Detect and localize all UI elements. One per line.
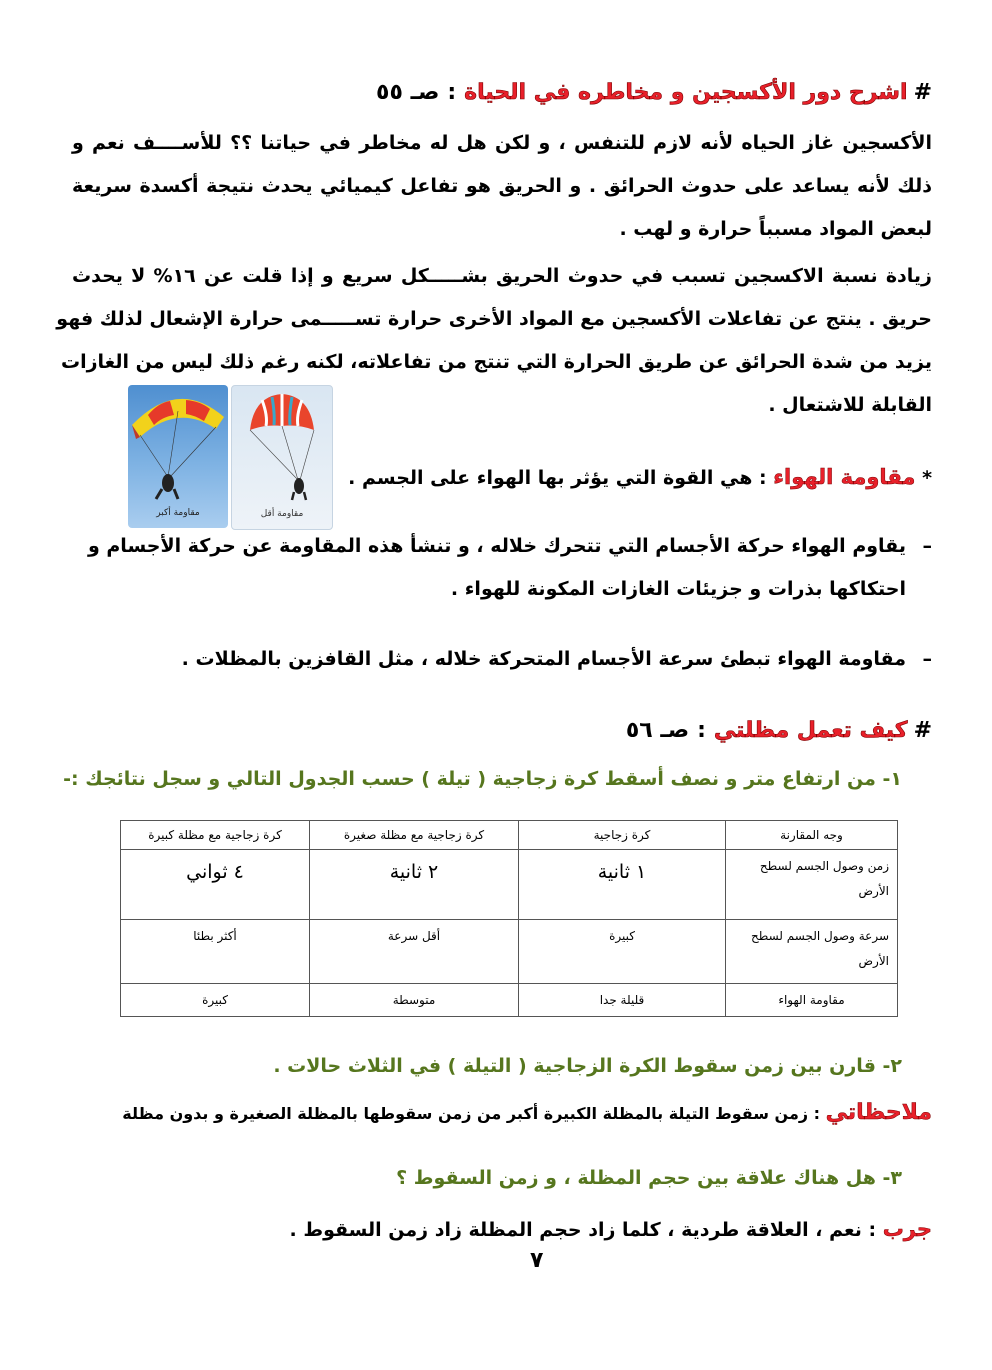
question-3: ٣- هل هناك علاقة بين حجم المظلة ، و زمن السقوط ؟ xyxy=(396,1167,902,1189)
section2-heading: #كيف تعمل مظلتي:صـ ٥٦ xyxy=(625,718,932,743)
photo-caption: مقاومة أكبر xyxy=(156,508,200,518)
table-cell: كبيرة xyxy=(121,984,310,1017)
table-header-row xyxy=(121,821,898,850)
table-header-cell: كرة زجاجية xyxy=(519,821,726,850)
table-cell: كبيرة xyxy=(519,920,726,984)
table-cell: سرعة وصول الجسم لسطح الأرض xyxy=(726,920,898,984)
section1-title: اشرح دور الأكسجين و مخاطره في الحياة xyxy=(464,80,908,105)
air-resistance-term: مقاومة الهواء xyxy=(773,465,916,489)
point-line: يقاوم الهواء حركة الأجسام التي تتحرك خلاله ، و تنشأ هذه المقاومة عن حركة الأجسام و xyxy=(87,535,906,557)
table-cell: زمن وصول الجسم لسطح الأرض xyxy=(726,850,898,920)
parachute-photos xyxy=(128,385,342,530)
table-row xyxy=(121,850,898,920)
small-parachute-illustration xyxy=(232,386,332,529)
large-parachute-illustration xyxy=(128,385,228,528)
photo-caption: مقاومة أقل xyxy=(260,509,304,519)
observation-text: : زمن سقوط التيلة بالمظلة الكبيرة أكبر من زمن سقوطها بالمظلة الصغيرة و بدون مظلة xyxy=(122,1104,821,1123)
air-resistance-point-1: – يقاوم الهواء حركة الأجسام التي تتحرك خلاله ، و تنشأ هذه المقاومة عن حركة الأجسام و احتكاكها بذرات و جزيئات الغازات المكونة للهواء . xyxy=(92,525,932,611)
table-row xyxy=(121,920,898,984)
point-line: مقاومة الهواء تبطئ سرعة الأجسام المتحركة خلاله ، مثل القافزين بالمظلات . xyxy=(181,648,906,670)
section2-page-ref: صـ ٥٦ xyxy=(625,718,690,743)
paragraph-1 xyxy=(72,122,932,251)
paragraph-line: زيادة نسبة الاكسجين تسبب في حدوث الحريق بشـــــكل سريع و إذا قلت عن ١٦% لا يحدث xyxy=(72,265,932,287)
section1-page-ref: صـ ٥٥ xyxy=(376,80,440,105)
table-cell: ٢ ثانية xyxy=(310,850,519,920)
table-header-cell: كرة زجاجية مع مظلة صغيرة xyxy=(310,821,519,850)
table-cell: قليلة جدا xyxy=(519,984,726,1017)
paragraph-line: حريق . ينتج عن تفاعلات الأكسجين مع المواد الأخرى حرارة تســـــمى حرارة الإشعال لذلك فهو xyxy=(56,308,932,330)
observation-term: ملاحظاتي xyxy=(825,1100,932,1125)
paragraph-line: الأكسجين غاز الحياه لأنه لازم للتنفس ، و لكن هل له مخاطر في حياتنا ؟؟ للأســــف نعم و xyxy=(72,132,932,154)
answer xyxy=(290,1217,932,1241)
question-1: ١- من ارتفاع متر و نصف أسقط كرة زجاجية ( تيلة ) حسب الجدول التالي و سجل نتائجك :- xyxy=(63,768,902,790)
comparison-table xyxy=(120,820,898,1017)
point-line: احتكاكها بذرات و جزيئات الغازات المكونة للهواء . xyxy=(450,578,906,600)
hash-mark: # xyxy=(913,718,932,743)
hash-mark: # xyxy=(913,80,932,105)
air-resistance-point-2: – مقاومة الهواء تبطئ سرعة الأجسام المتحركة خلاله ، مثل القافزين بالمظلات . xyxy=(181,648,932,670)
page-number: ٧ xyxy=(530,1248,544,1273)
table-header-cell: وجه المقارنة xyxy=(726,821,898,850)
table-cell: متوسطة xyxy=(310,984,519,1017)
table-row xyxy=(121,984,898,1017)
paragraph-line: القابلة للاشتعال . xyxy=(768,394,932,416)
air-resistance-definition: * مقاومة الهواء : هي القوة التي يؤثر بها الهواء على الجسم . xyxy=(348,465,932,489)
parachute-photo-small-resistance xyxy=(231,385,333,530)
question-2: ٢- قارن بين زمن سقوط الكرة الزجاجية ( التيلة ) في الثلاث حالات . xyxy=(273,1055,902,1077)
section2-title: كيف تعمل مظلتي xyxy=(713,718,908,743)
table-cell: ١ ثانية xyxy=(519,850,726,920)
table-header-cell: كرة زجاجية مع مظلة كبيرة xyxy=(121,821,310,850)
paragraph-line: ذلك لأنه يساعد على حدوث الحرائق . و الحريق هو تفاعل كيميائي يحدث نتيجة أكسدة سريعة xyxy=(72,175,932,197)
answer-text: : نعم ، العلاقة طردية ، كلما زاد حجم المظلة زاد زمن السقوط . xyxy=(289,1219,877,1241)
observation xyxy=(122,1100,932,1125)
paragraph-line: لبعض المواد مسبباً حرارة و لهب . xyxy=(619,218,932,240)
table-cell: أقل سرعة xyxy=(310,920,519,984)
table-cell: ٤ ثواني xyxy=(121,850,310,920)
air-resistance-text: : هي القوة التي يؤثر بها الهواء على الجسم . xyxy=(348,467,767,489)
parachute-photo-large-resistance xyxy=(128,385,228,528)
answer-term: جرب xyxy=(882,1217,932,1241)
table-cell: أكثر بطئا xyxy=(121,920,310,984)
paragraph-line: يزيد من شدة الحرائق عن طريق الحرارة التي تنتج من تفاعلاته، لكنه رغم ذلك ليس من الغازات xyxy=(60,351,932,373)
table-cell: مقاومة الهواء xyxy=(726,984,898,1017)
section1-heading: #اشرح دور الأكسجين و مخاطره في الحياة:صـ ٥٥ xyxy=(376,80,932,105)
